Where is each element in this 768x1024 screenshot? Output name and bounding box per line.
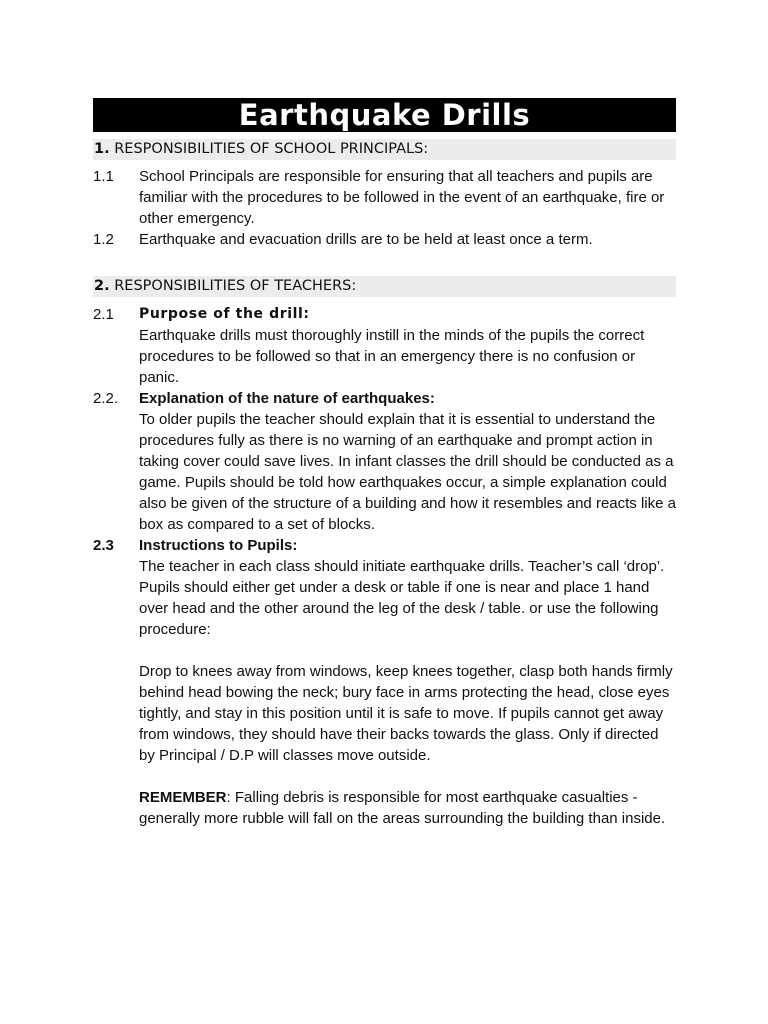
item-1-1 bbox=[93, 166, 676, 229]
item-2-3-heading: Instructions to Pupils: bbox=[139, 537, 298, 554]
item-2-3-procedure: Drop to knees away from windows, keep knees together, clasp both hands firmly behind head bowing the neck; bury face in arms protecting the head, close eyes tightly, and stay in this position until it is safe to move. If pupils cannot get away from windows, they should have their backs towards the glass. Only if directed by Principal / D.P will classes move outside. bbox=[139, 663, 673, 764]
section-1-heading bbox=[93, 139, 676, 160]
document-title: Earthquake Drills bbox=[93, 98, 676, 132]
item-2-3 bbox=[93, 535, 676, 829]
remember-note bbox=[139, 787, 676, 829]
item-1-2 bbox=[93, 229, 676, 250]
item-1-1-text: School Principals are responsible for ensuring that all teachers and pupils are familiar with the procedures to be followed in the event of an earthquake, fire or other emergency. bbox=[139, 168, 665, 227]
item-2-2-text: To older pupils the teacher should explain that it is essential to understand the procedures fully as there is no warning of an earthquake and prompt action in taking cover could save lives. In infant classes the drill should be conducted as a game. Pupils should be told how earthquakes occur, a simple explanation could also be given of the structure of a building and how it resembles and reacts like a box as compared to a set of blocks. bbox=[139, 411, 676, 533]
section-1-title: RESPONSIBILITIES OF SCHOOL PRINCIPALS: bbox=[114, 141, 429, 157]
section-1-number: 1. bbox=[94, 141, 110, 157]
item-2-2-heading: Explanation of the nature of earthquakes: bbox=[139, 390, 435, 407]
item-2-3-text: The teacher in each class should initiate earthquake drills. Teacher’s call ‘drop’. Pupils should either get under a desk or table if one is near and place 1 hand over head and the other around the leg of the desk / table. or use the following procedure: bbox=[139, 558, 665, 638]
remember-label: REMEMBER bbox=[139, 789, 227, 806]
section-2-number: 2. bbox=[94, 278, 110, 294]
item-1-2-text: Earthquake and evacuation drills are to be held at least once a term. bbox=[139, 231, 593, 248]
item-2-1-number: 2.1 bbox=[93, 306, 114, 323]
item-1-1-number: 1.1 bbox=[93, 168, 114, 185]
item-2-2-number: 2.2. bbox=[93, 390, 119, 407]
item-2-2 bbox=[93, 388, 676, 535]
section-2-heading bbox=[93, 276, 676, 297]
item-1-2-number: 1.2 bbox=[93, 231, 114, 248]
item-2-1-text: Earthquake drills must thoroughly instill in the minds of the pupils the correct procedures to be followed so that in an emergency there is no confusion or panic. bbox=[139, 327, 645, 386]
item-2-1-heading: Purpose of the drill: bbox=[139, 306, 310, 322]
remember-text: : Falling debris is responsible for most earthquake casualties -generally more rubble will fall on the areas surrounding the building than inside. bbox=[139, 789, 666, 827]
item-2-1 bbox=[93, 304, 676, 388]
section-2-title: RESPONSIBILITIES OF TEACHERS: bbox=[114, 278, 357, 294]
item-2-3-number: 2.3 bbox=[93, 537, 114, 554]
